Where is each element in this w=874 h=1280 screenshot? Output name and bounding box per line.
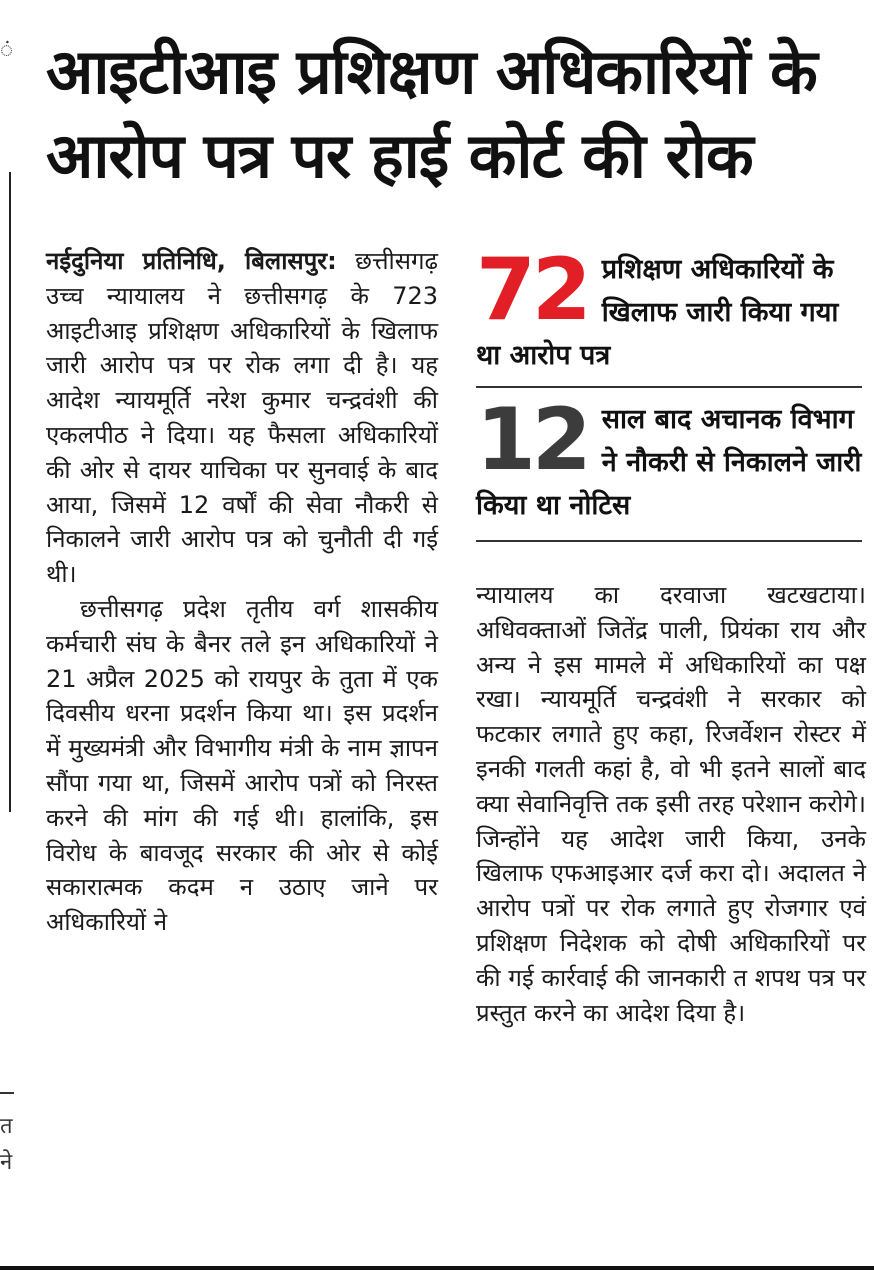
highlight-text: साल बाद अचानक विभाग ने नौकरी से निकालने जारी किया था नोटिस (476, 404, 862, 521)
headline-line-2: आरोप पत्र पर हाई कोर्ट की रोक (46, 119, 753, 192)
adjacent-column-border (0, 172, 11, 812)
dateline: नईदुनिया प्रतिनिधि, बिलासपुर: (46, 247, 337, 275)
highlight-box-12 (476, 390, 862, 527)
page-bottom-rule (0, 1266, 874, 1270)
highlight-number: 12 (476, 390, 588, 490)
headline-line-1: आइटीआइ प्रशिक्षण अधिकारियों के (46, 35, 817, 108)
paragraph-1-text: छत्तीसगढ़ उच्च न्यायालय ने छत्तीसगढ़ के 723 आइटीआइ प्रशिक्षण अधिकारियों के खिलाफ जारी आरोप पत्र पर रोक लगा दी है। यह आदेश न्यायमूर्ति नरेश कुमार चन्द्रवंशी की एकलपीठ ने दिया। यह फैसला अधिकारियों की ओर से दायर याचिका पर सुनवाई के बाद आया, जिसमें 12 वर्षों की सेवा नौकरी से निकालने जारी आरोप पत्र को चुनौती दी गई थी। (46, 247, 438, 589)
article-left-column (46, 244, 438, 940)
headline (46, 30, 866, 198)
adjacent-article-edge (0, 0, 20, 1280)
article-paragraph-2: छत्तीसगढ़ प्रदेश तृतीय वर्ग शासकीय कर्मचारी संघ के बैनर तले इन अधिकारियों ने 21 अप्रैल 2025 को रायपुर के तुता में एक दिवसीय धरना प्रदर्शन किया था। इस प्रदर्शन में मुख्यमंत्री और विभागीय मंत्री के नाम ज्ञापन सौंपा गया था, जिसमें आरोप पत्रों को निरस्त करने की मांग की गई थी। हालांकि, इस विरोध के बावजूद सरकार की ओर से कोई सकारात्मक कदम न उठाए जाने पर अधिकारियों ने (46, 594, 438, 937)
edge-fragment-top: ं (0, 38, 14, 63)
edge-fragment-bottom-1: त (0, 1114, 13, 1139)
adjacent-divider (0, 1092, 14, 1094)
edge-fragment-bottom-2: ने (0, 1150, 13, 1175)
article-right-column (476, 578, 866, 1030)
highlight-number: 72 (476, 240, 588, 340)
highlight-divider (476, 540, 862, 542)
article-paragraph-1 (46, 244, 438, 592)
highlight-divider (476, 386, 862, 388)
highlight-box-72 (476, 240, 862, 377)
highlight-text: प्रशिक्षण अधिकारियों के खिलाफ जारी किया गया था आरोप पत्र (476, 254, 839, 371)
article-paragraph-3: न्यायालय का दरवाजा खटखटाया। अधिवक्ताओं जितेंद्र पाली, प्रियंका राय और अन्य ने इस मामले में अधिकारियों का पक्ष रखा। न्यायमूर्ति चन्द्रवंशी ने सरकार को फटकार लगाते हुए कहा, रिजर्वेशन रोस्टर में इनकी गलती कहां है, वो भी इतने सालों बाद क्या सेवानिवृत्ति तक इसी तरह परेशान करोगे। जिन्होंने यह आदेश जारी किया, उनके खिलाफ एफआइआर दर्ज करा दो। अदालत ने आरोप पत्रों पर रोक लगाते हुए रोजगार एवं प्रशिक्षण निदेशक को दोषी अधिकारियों पर की गई कार्रवाई की जानकारी त शपथ पत्र पर प्रस्तुत करने का आदेश दिया है। (476, 581, 866, 1027)
